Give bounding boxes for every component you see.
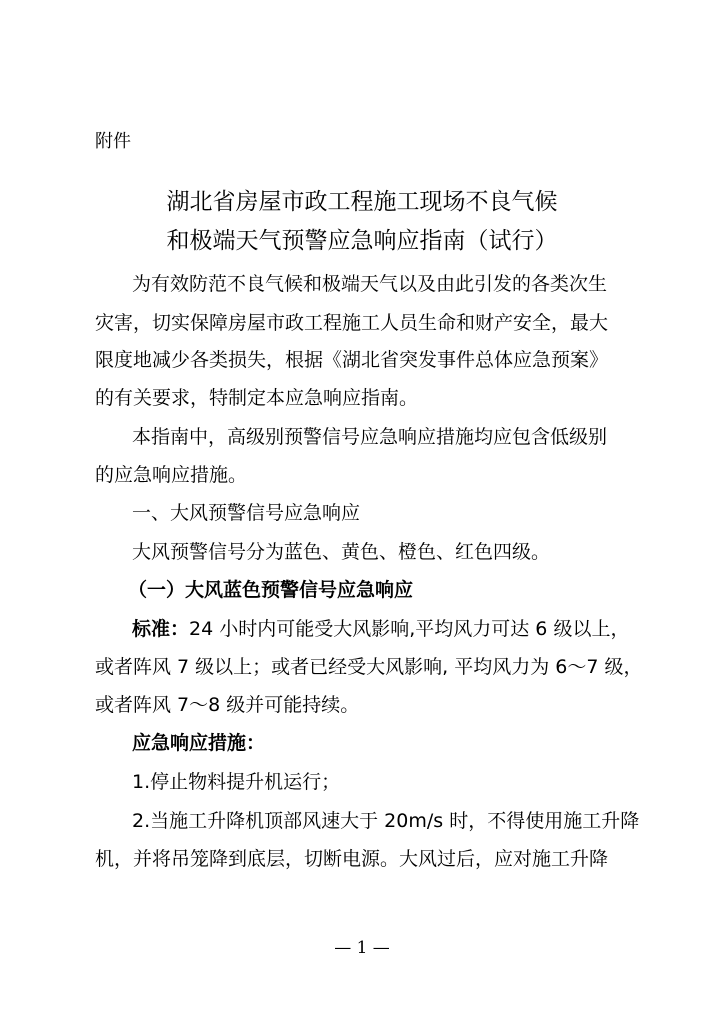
subsection-heading: （一）大风蓝色预警信号应急响应 — [128, 579, 414, 601]
standard-line-2: 或者阵风 7 级以上；或者已经受大风影响, 平均风力为 6～7 级， — [95, 656, 643, 678]
attachment-label: 附件 — [95, 131, 131, 152]
section-heading: 一、大风预警信号应急响应 — [132, 502, 361, 524]
standard-line-3: 或者阵风 7～8 级并可能持续。 — [95, 694, 360, 716]
measure-item-2-line-2: 机，并将吊笼降到底层，切断电源。大风过后，应对施工升降 — [95, 848, 609, 870]
paragraph-line: 本指南中，高级别预警信号应急响应措施均应包含低级别 — [132, 426, 608, 448]
standard-line-1 — [132, 616, 629, 642]
section-summary: 大风预警信号分为蓝色、黄色、橙色、红色四级。 — [132, 541, 551, 563]
measure-item-2-line-1: 2.当施工升降机顶部风速大于 20m/s 时，不得使用施工升降 — [132, 810, 640, 832]
paragraph-line: 的应急响应措施。 — [95, 464, 248, 486]
page-number: — 1 — — [334, 938, 390, 958]
measures-label: 应急响应措施： — [132, 732, 266, 754]
title-line-2: 和极端天气预警应急响应指南（试行） — [166, 228, 558, 254]
paragraph-line: 为有效防范不良气候和极端天气以及由此引发的各类次生 — [132, 273, 608, 295]
paragraph-line: 的有关要求，特制定本应急响应指南。 — [95, 387, 419, 409]
standard-text: 24 小时内可能受大风影响,平均风力可达 6 级以上， — [189, 618, 630, 640]
standard-label: 标准： — [132, 618, 190, 640]
title-line-1: 湖北省房屋市政工程施工现场不良气候 — [166, 189, 558, 215]
paragraph-line: 灾害，切实保障房屋市政工程施工人员生命和财产安全，最大 — [95, 312, 609, 334]
paragraph-line: 限度地减少各类损失，根据《湖北省突发事件总体应急预案》 — [95, 349, 609, 371]
measure-item-1: 1.停止物料提升机运行； — [132, 771, 341, 793]
